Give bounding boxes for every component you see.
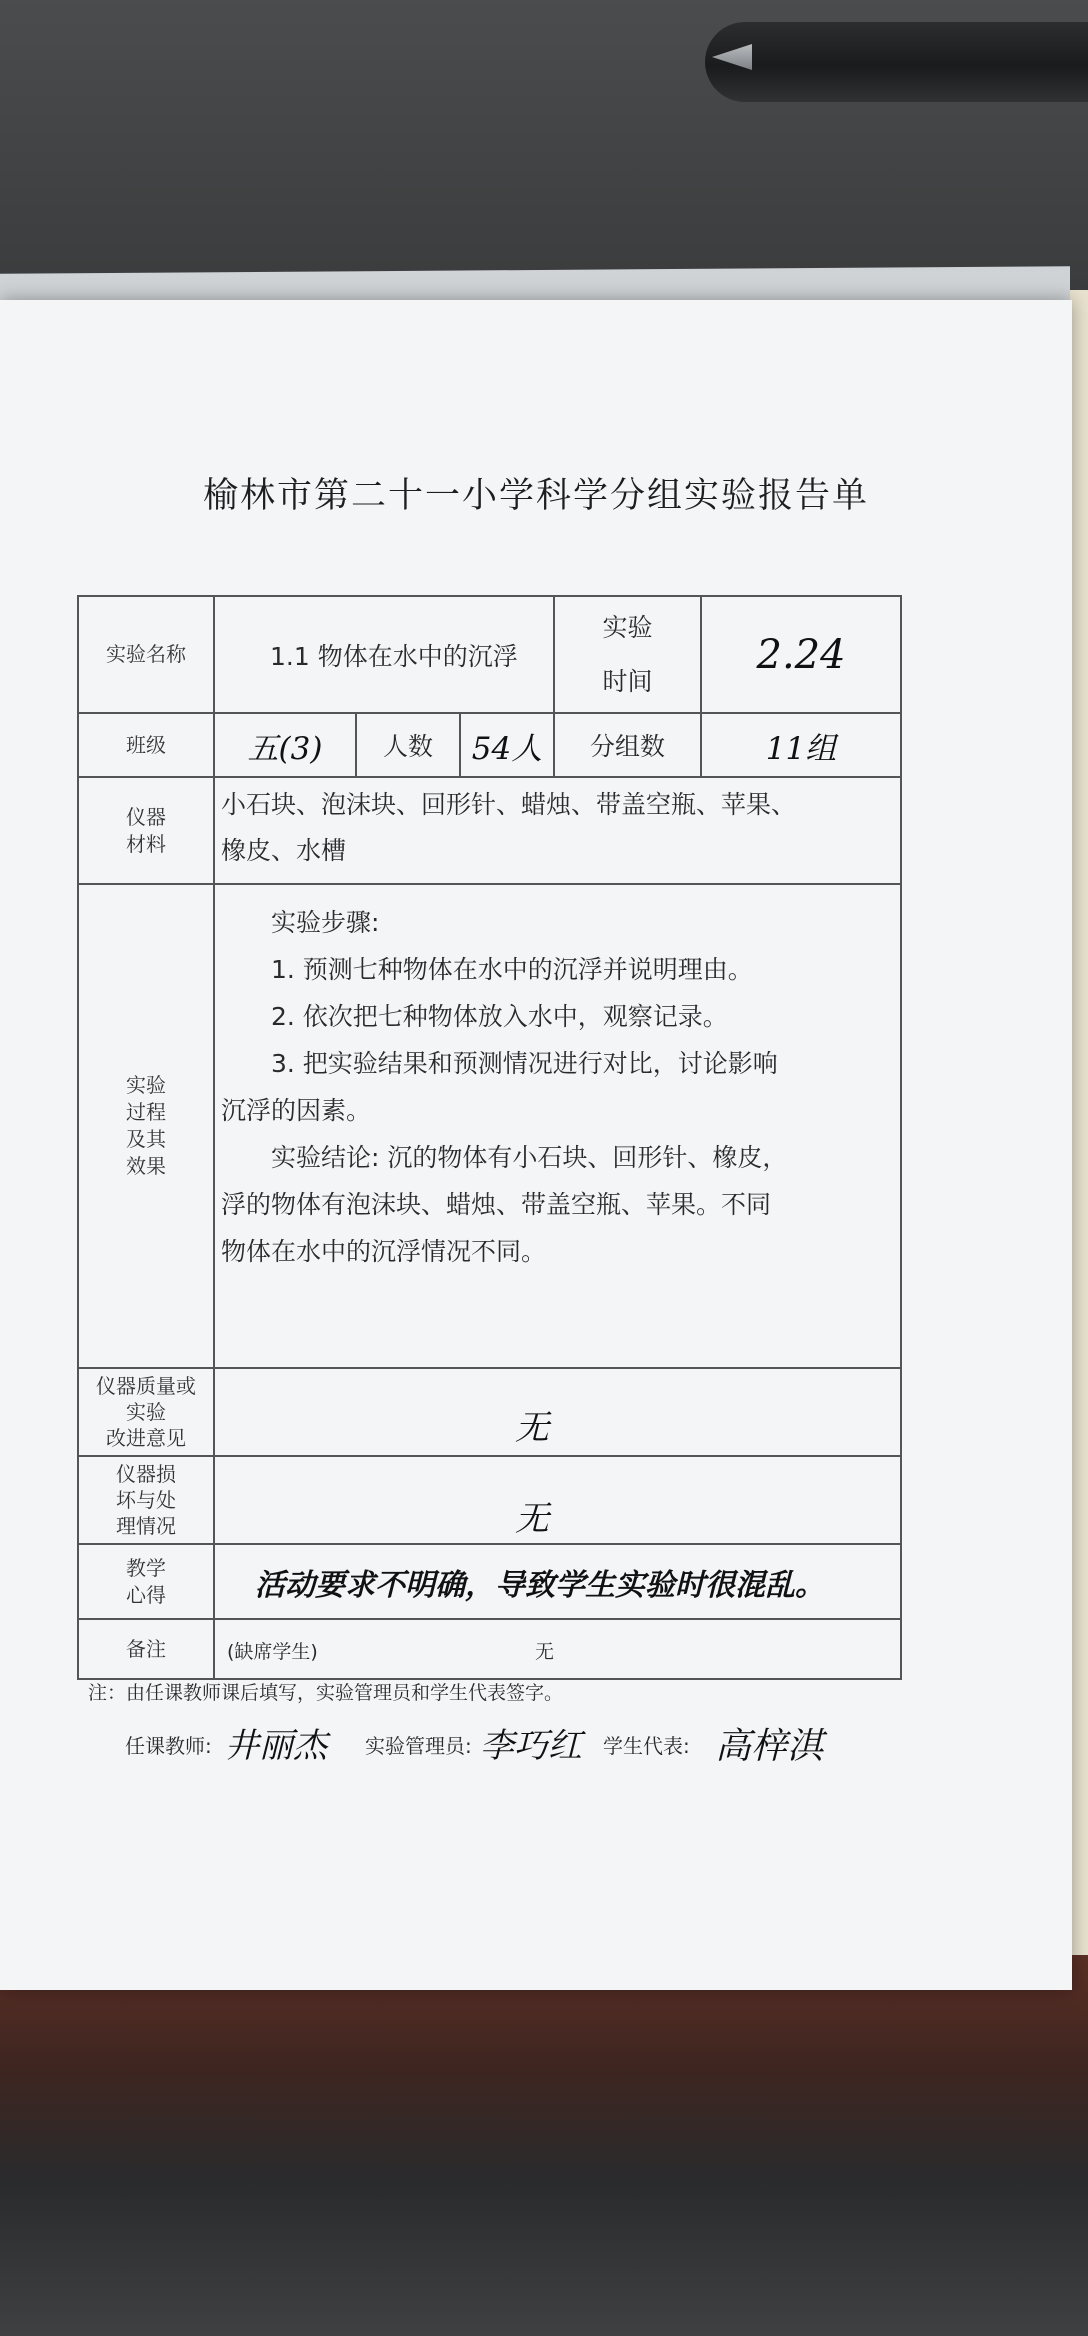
experiment-name-value: 1.1 物体在水中的沉浮 [214, 596, 554, 713]
process-content [214, 884, 901, 1368]
conclusion-line-1: 实验结论: 沉的物体有小石块、回形针、橡皮， [271, 1143, 788, 1172]
step-2: 2. 依次把七种物体放入水中，观察记录。 [271, 1002, 728, 1031]
step-3-continued: 沉浮的因素。 [221, 1096, 372, 1125]
row-remarks [78, 1619, 901, 1679]
report-table [77, 595, 902, 1680]
student-signature: 高梓淇 [715, 1726, 824, 1767]
teacher-signature: 井丽杰 [225, 1726, 327, 1766]
materials-value: 小石块、泡沫块、回形针、蜡烛、带盖空瓶、苹果、 橡皮、水槽 [214, 777, 901, 884]
experiment-time-label: 实验 时间 [554, 596, 701, 713]
materials-label: 仪器 材料 [78, 777, 214, 884]
row-quality [78, 1368, 901, 1456]
step-3: 3. 把实验结果和预测情况进行对比，讨论影响 [271, 1049, 778, 1078]
class-label: 班级 [78, 713, 214, 777]
conclusion-line-3: 物体在水中的沉浮情况不同。 [221, 1237, 547, 1266]
report-table-wrapper [77, 595, 900, 1690]
quality-value: 无 [214, 1368, 901, 1456]
quality-label: 仪器质量或 实验 改进意见 [78, 1368, 214, 1456]
headcount-label: 人数 [356, 713, 460, 777]
row-process [78, 884, 901, 1368]
conclusion-line-2: 浮的物体有泡沫块、蜡烛、带盖空瓶、苹果。不同 [221, 1190, 772, 1219]
student-label: 学生代表: [603, 1734, 690, 1758]
experiment-time-value: 2.24 [701, 596, 901, 713]
report-sheet [0, 300, 1072, 1990]
remarks-cell [214, 1619, 901, 1679]
damage-value: 无 [214, 1456, 901, 1544]
admin-label: 实验管理员: [365, 1734, 472, 1758]
row-materials [78, 777, 901, 884]
desk-background-bottom [0, 1955, 1088, 2336]
row-class-info [78, 713, 901, 777]
row-damage [78, 1456, 901, 1544]
reflection-value: 活动要求不明确，导致学生实验时很混乱。 [214, 1544, 901, 1619]
groups-label: 分组数 [554, 713, 701, 777]
reflection-label: 教学 心得 [78, 1544, 214, 1619]
process-label: 实验 过程 及其 效果 [78, 884, 214, 1368]
absent-students-label: (缺席学生) [227, 1641, 318, 1663]
signature-row [125, 1718, 945, 1774]
damage-label: 仪器损 坏与处 理情况 [78, 1456, 214, 1544]
step-1: 1. 预测七种物体在水中的沉浮并说明理由。 [271, 955, 753, 984]
remarks-label: 备注 [78, 1619, 214, 1679]
experiment-name-label: 实验名称 [78, 596, 214, 713]
pen [705, 22, 1088, 102]
groups-value: 11组 [701, 713, 901, 777]
teacher-label: 任课教师: [125, 1734, 212, 1758]
headcount-value: 54人 [460, 713, 554, 777]
class-value: 五(3) [214, 713, 356, 777]
row-reflection [78, 1544, 901, 1619]
footnote: 注：由任课教师课后填写，实验管理员和学生代表签字。 [88, 1682, 564, 1704]
row-experiment-name [78, 596, 901, 713]
remarks-value: 无 [535, 1641, 555, 1663]
process-heading: 实验步骤: [271, 908, 380, 937]
admin-signature: 李巧红 [480, 1726, 582, 1766]
page-title: 榆林市第二十一小学科学分组实验报告单 [202, 476, 869, 516]
